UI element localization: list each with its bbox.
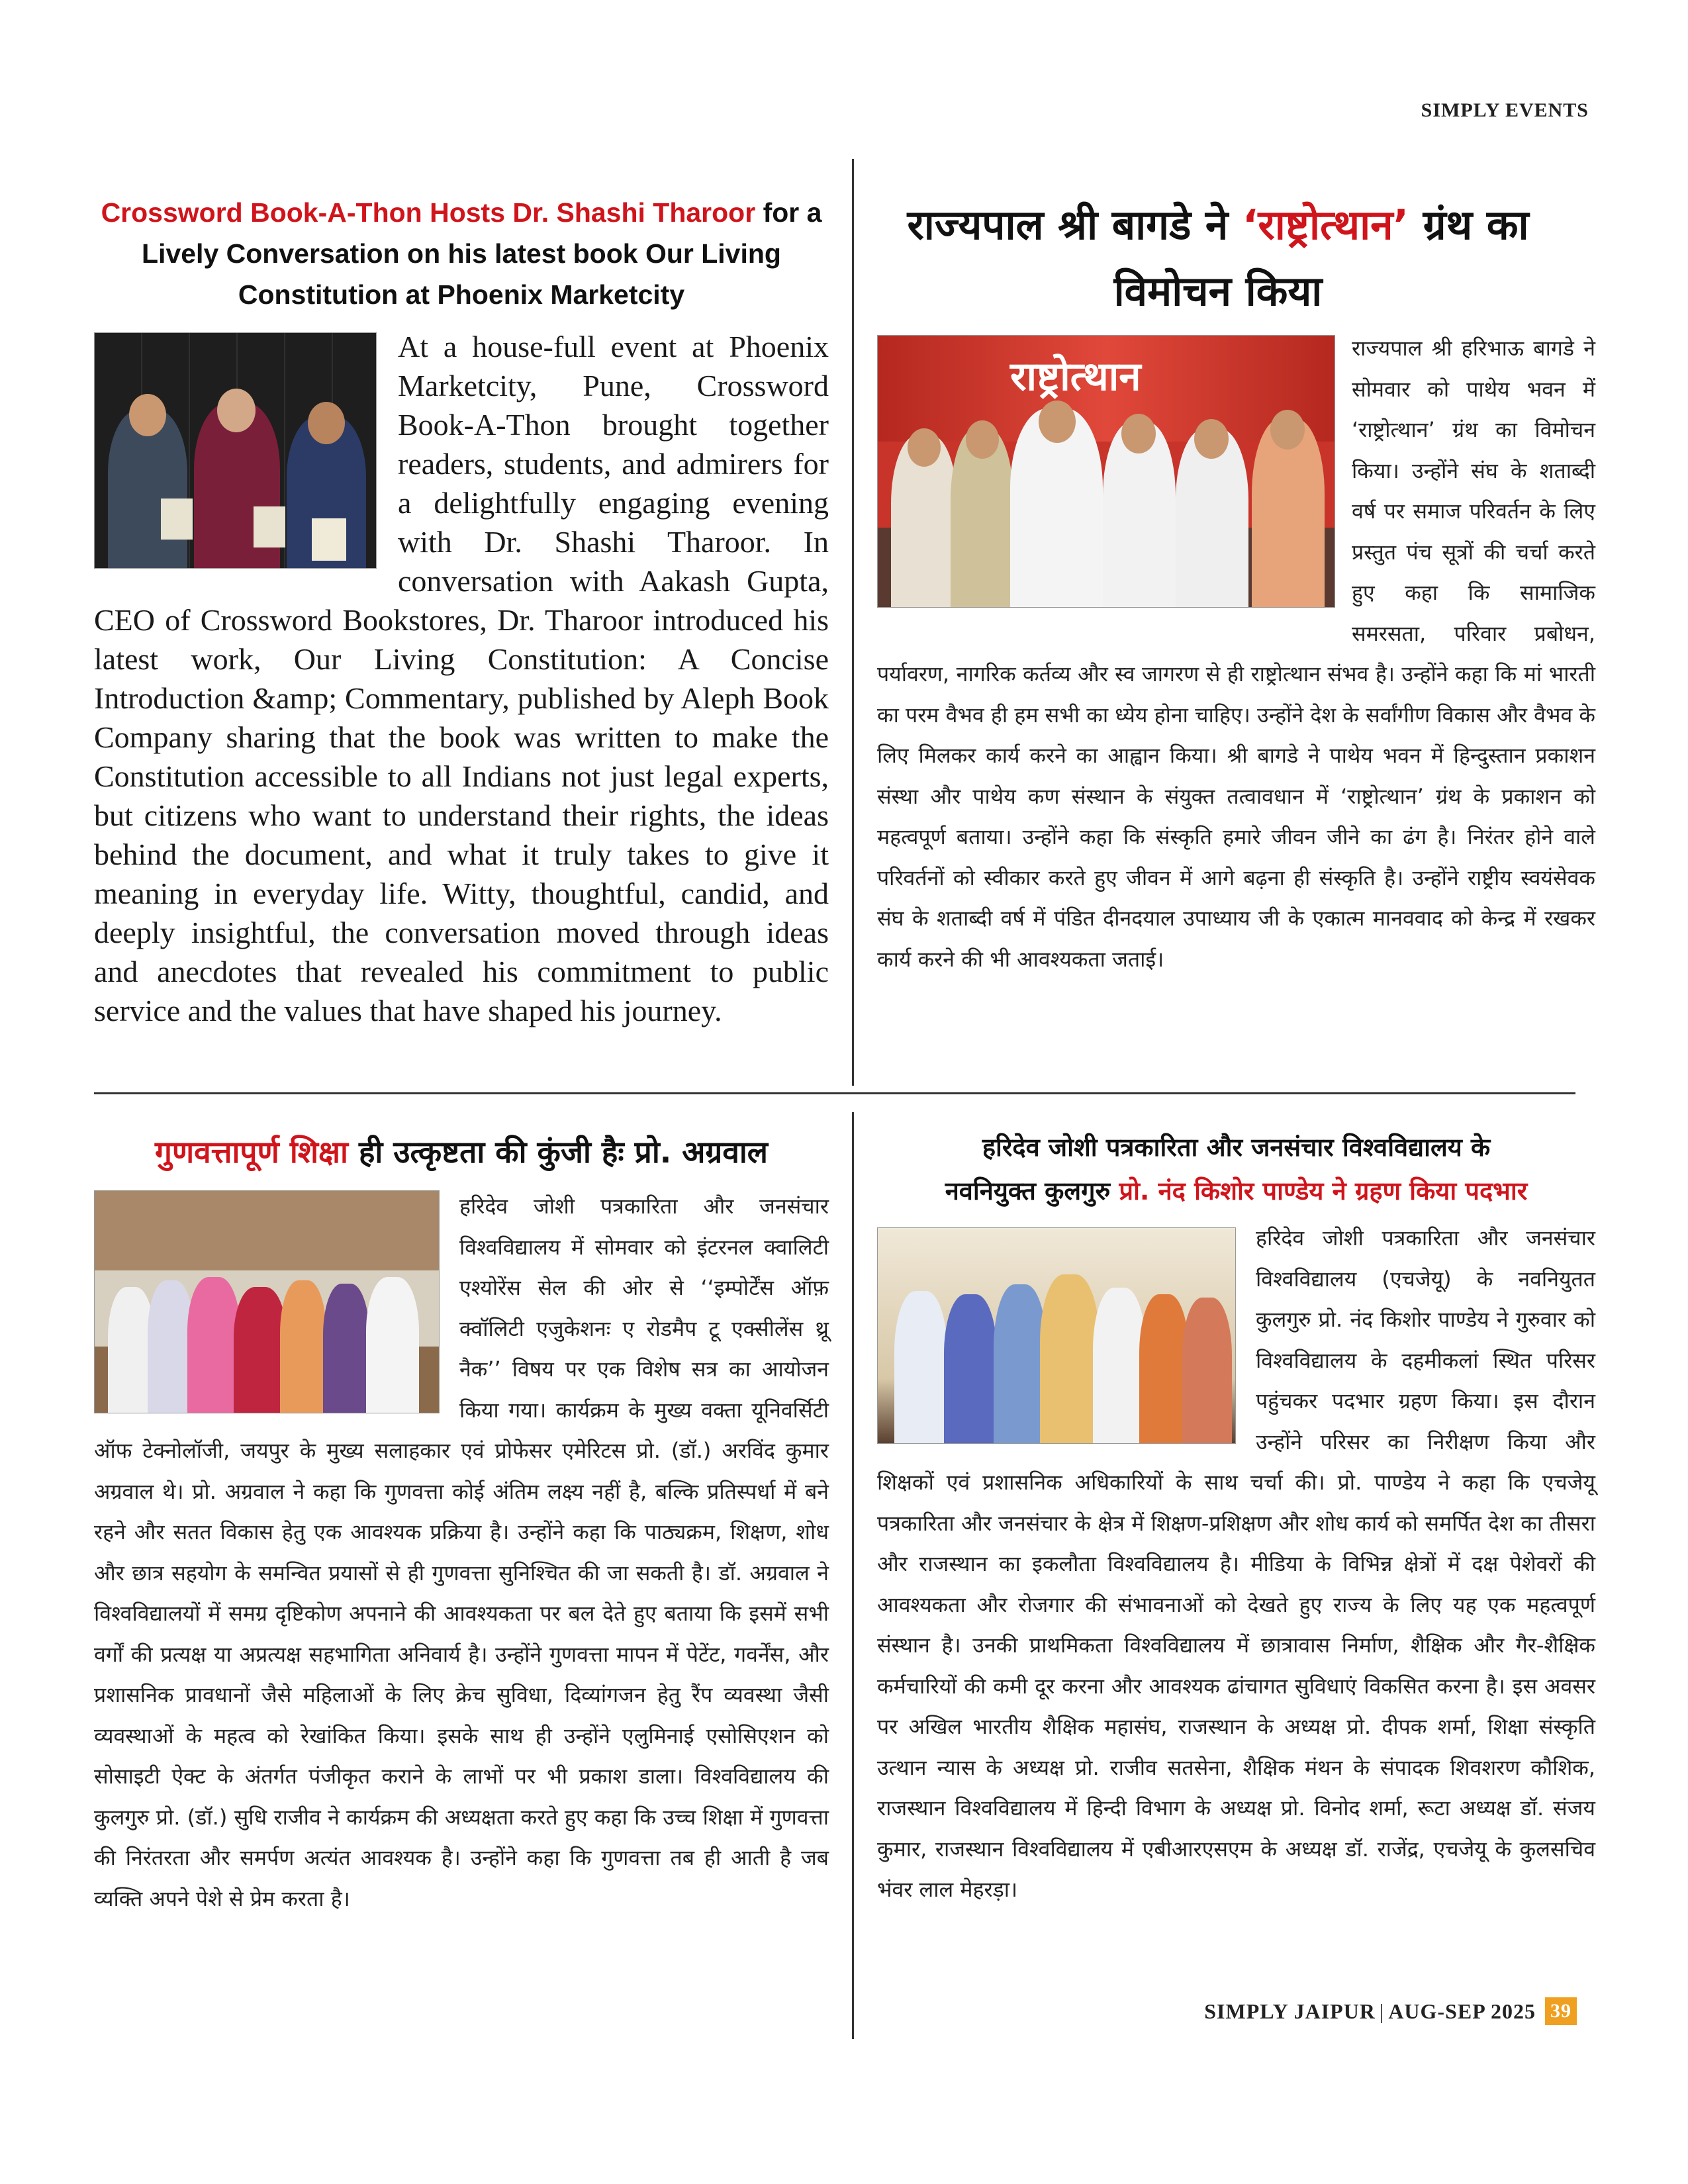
page-number: 39: [1545, 1997, 1577, 2025]
vc-charge-photo: [877, 1227, 1236, 1444]
footer-issue: AUG-SEP 2025: [1388, 1999, 1536, 2023]
column-divider-top: [852, 159, 854, 1086]
article-rashtrotthan-headline: [877, 192, 1559, 324]
article-vc-headline: [877, 1125, 1595, 1213]
footer-magazine: SIMPLY JAIPUR: [1204, 1999, 1376, 2023]
footer-separator: |: [1379, 1999, 1385, 2023]
article-rashtrotthan: [877, 192, 1595, 980]
banner-title: राष्ट्रोत्थान: [1010, 354, 1141, 400]
article-tharoor-body: At a house-full event at Phoenix Marketcity, Pune, Crossword Book-A-Thon brought together readers, students, and admirers for a delightfully engaging evening with Dr. Shashi Tharoor. In conversation with Aakash Gupta, CEO of Crossword Bookstores, Dr. Tharoor introduced his latest work, Our Living Constitution: A Concise Introduction &amp; Commentary, published by Aleph Book Company sharing that the book was written to make the Constitution accessible to all Indians not just legal experts, but citizens who want to understand their rights, the ideas behind the document, and what it truly takes to give it meaning in everyday life. Witty, thoughtful, candid, and deeply insightful, the conversation moved through ideas and anecdotes that revealed his commitment to public service and the values that have shaped his journey.: [94, 330, 829, 1027]
tharoor-event-photo: [94, 332, 377, 569]
row-divider: [94, 1092, 1575, 1094]
headline-post: ग्रंथ का विमोचन किया: [1113, 201, 1529, 315]
headline-rest: for a Lively Conversation on his latest book Our Living Constitution at Phoenix Marketcity: [142, 197, 822, 310]
article-tharoor: [94, 192, 829, 1030]
headline-highlight: Crossword Book-A-Thon Hosts Dr. Shashi Tharoor: [101, 197, 756, 228]
headline-highlight: गुणवत्तापूर्ण शिक्षा: [155, 1134, 348, 1170]
quality-seminar-photo: [94, 1190, 440, 1413]
article-quality-body: हरिदेव जोशी पत्रकारिता और जनसंचार विश्वविद्यालय में सोमवार को इंटरनल क्वालिटी एश्योरेंस सेल की ओर से ‘‘इम्पोर्टेंस ऑफ़ क्वॉलिटी एजुकेशनः ए रोडमैप टू एक्सीलेंस थ्रू नैक’’ विषय पर एक विशेष सत्र का आयोजन किया गया। कार्यक्रम के मुख्य वक्ता यूनिवर्सिटी ऑफ टेक्नोलॉजी, जयपुर के मुख्य सलाहकार एवं प्रोफेसर एमेरिटस प्रो. (डॉ.) अरविंद कुमार अग्रवाल थे। प्रो. अग्रवाल ने कहा कि गुणवत्ता कोई अंतिम लक्ष्य नहीं है, बल्कि प्रतिस्पर्धा में बने रहने और सतत विकास हेतु एक आवश्यक प्रक्रिया है। उन्होंने कहा कि पाठ्यक्रम, शिक्षण, शोध और छात्र सहयोग के समन्वित प्रयासों से ही गुणवत्ता सुनिश्चित की जा सकती है। डॉ. अग्रवाल ने विश्वविद्यालयों में समग्र दृष्टिकोण अपनाने की आवश्यकता पर बल देते हुए बताया कि इसमें सभी वर्गों की प्रत्यक्ष या अप्रत्यक्ष सहभागिता अनिवार्य है। उन्होंने गुणवत्ता मापन में पेटेंट, गवर्नेंस, और प्रशासनिक प्रावधानों जैसे महिलाओं के लिए क्रेच सुविधा, दिव्यांगजन हेतु रैंप व्यवस्था जैसी व्यवस्थाओं के महत्व को रेखांकित किया। इसके साथ ही उन्होंने एलुमिनाई एसोसिएशन को सोसाइटी ऐक्ट के अंतर्गत पंजीकृत कराने के लाभों पर भी प्रकाश डाला। विश्वविद्यालय की कुलगुरु प्रो. (डॉ.) सुधि राजीव ने कार्यक्रम की अध्यक्षता करते हुए कहा कि उच्च शिक्षा में गुणवत्ता की निरंतरता और समर्पण अत्यंत आवश्यक है। उन्होंने कहा कि गुणवत्ता तब ही आती है जब व्यक्ति अपने पेशे से प्रेम करता है।: [94, 1194, 829, 1911]
article-quality-education: [94, 1125, 829, 1919]
headline-highlight: प्रो. नंद किशोर पाण्डेय ने ग्रहण किया पदभार: [1119, 1176, 1528, 1206]
headline-pre: राज्यपाल श्री बागडे ने: [907, 201, 1243, 249]
headline-line2-pre: नवनियुक्त कुलगुरु: [945, 1176, 1119, 1206]
article-quality-headline: [94, 1125, 829, 1178]
article-new-vc: [877, 1125, 1595, 1911]
section-label: SIMPLY EVENTS: [1421, 99, 1589, 121]
article-rashtrotthan-body: राज्यपाल श्री हरिभाऊ बागडे ने सोमवार को पाथेय भवन में ‘राष्ट्रोत्थान’ ग्रंथ का विमोचन किया। उन्होंने संघ के शताब्दी वर्ष पर समाज परिवर्तन के लिए प्रस्तुत पंच सूत्रों की चर्चा करते हुए कहा कि सामाजिक समरसता, परिवार प्रबोधन, पर्यावरण, नागरिक कर्तव्य और स्व जागरण से ही राष्ट्रोत्थान संभव है। उन्होंने कहा कि मां भारती का परम वैभव ही हम सभी का ध्येय होना चाहिए। उन्होंने देश के सर्वांगीण विकास और वैभव के लिए मिलकर कार्य करने का आह्वान किया। श्री बागडे ने पाथेय भवन में हिन्दुस्तान प्रकाशन संस्था और पाथेय कण संस्थान के संयुक्त तत्वावधान में ‘राष्ट्रोत्थान’ ग्रंथ के प्रकाशन को महत्वपूर्ण बताया। उन्होंने कहा कि संस्कृति हमारे जीवन जीने का ढंग है। निरंतर होने वाले परिवर्तनों को स्वीकार करते हुए जीवन में आगे बढ़ना ही संस्कृति है। उन्होंने राष्ट्रीय स्वयंसेवक संघ के शताब्दी वर्ष में पंडित दीनदयाल उपाध्याय जी के एकात्म मानववाद को केन्द्र में रखकर कार्य करने की भी आवश्यकता जताई।: [877, 336, 1595, 972]
headline-rest: ही उत्कृष्टता की कुंजी हैः प्रो. अग्रवाल: [348, 1134, 768, 1170]
page-footer: [1204, 1997, 1577, 2025]
article-vc-body: हरिदेव जोशी पत्रकारिता और जनसंचार विश्वविद्यालय (एचजेयू) के नवनियुतत कुलगुरु प्रो. नंद किशोर पाण्डेय ने गुरुवार को विश्वविद्यालय के दहमीकलां स्थित परिसर पहुंचकर पदभार ग्रहण किया। इस दौरान उन्होंने परिसर का निरीक्षण किया और शिक्षकों एवं प्रशासनिक अधिकारियों के साथ चर्चा की। प्रो. पाण्डेय ने कहा कि एचजेयू पत्रकारिता और जनसंचार के क्षेत्र में शिक्षण-प्रशिक्षण और शोध कार्य को समर्पित देश का तीसरा और राजस्थान का इकलौता विश्वविद्यालय है। मीडिया के विभिन्न क्षेत्रों में दक्ष पेशेवरों की आवश्यकता और रोजगार की संभावनाओं को देखते हुए राज्य के लिए यह एक महत्वपूर्ण संस्थान है। उनकी प्राथमिकता विश्वविद्यालय में छात्रावास निर्माण, शैक्षिक और गैर-शैक्षिक कर्मचारियों की कमी दूर करना और आवश्यक ढांचागत सुविधाएं विकसित करना है। इस अवसर पर अखिल भारतीय शैक्षिक महासंघ, राजस्थान के अध्यक्ष प्रो. दीपक शर्मा, शिक्षा संस्कृति उत्थान न्यास के अध्यक्ष प्रो. राजीव सतसेना, शैक्षिक मंथन के संपादक शिवशरण कौशिक, राजस्थान विश्वविद्यालय में हिन्दी विभाग के अध्यक्ष प्रो. विनोद शर्मा, रूटा अध्यक्ष डॉ. संजय कुमार, राजस्थान विश्वविद्यालय में एबीआरएसएम के अध्यक्ष डॉ. राजेंद्र, एचजेयू के कुलसचिव भंवर लाल मेहरड़ा।: [877, 1225, 1595, 1902]
headline-highlight: ‘राष्ट्रोत्थान’: [1242, 201, 1409, 249]
rashtrotthan-launch-photo: [877, 335, 1335, 608]
headline-line1: हरिदेव जोशी पत्रकारिता और जनसंचार विश्वविद्यालय के: [982, 1133, 1491, 1162]
article-tharoor-headline: [94, 192, 829, 315]
column-divider-bottom: [852, 1112, 854, 2039]
